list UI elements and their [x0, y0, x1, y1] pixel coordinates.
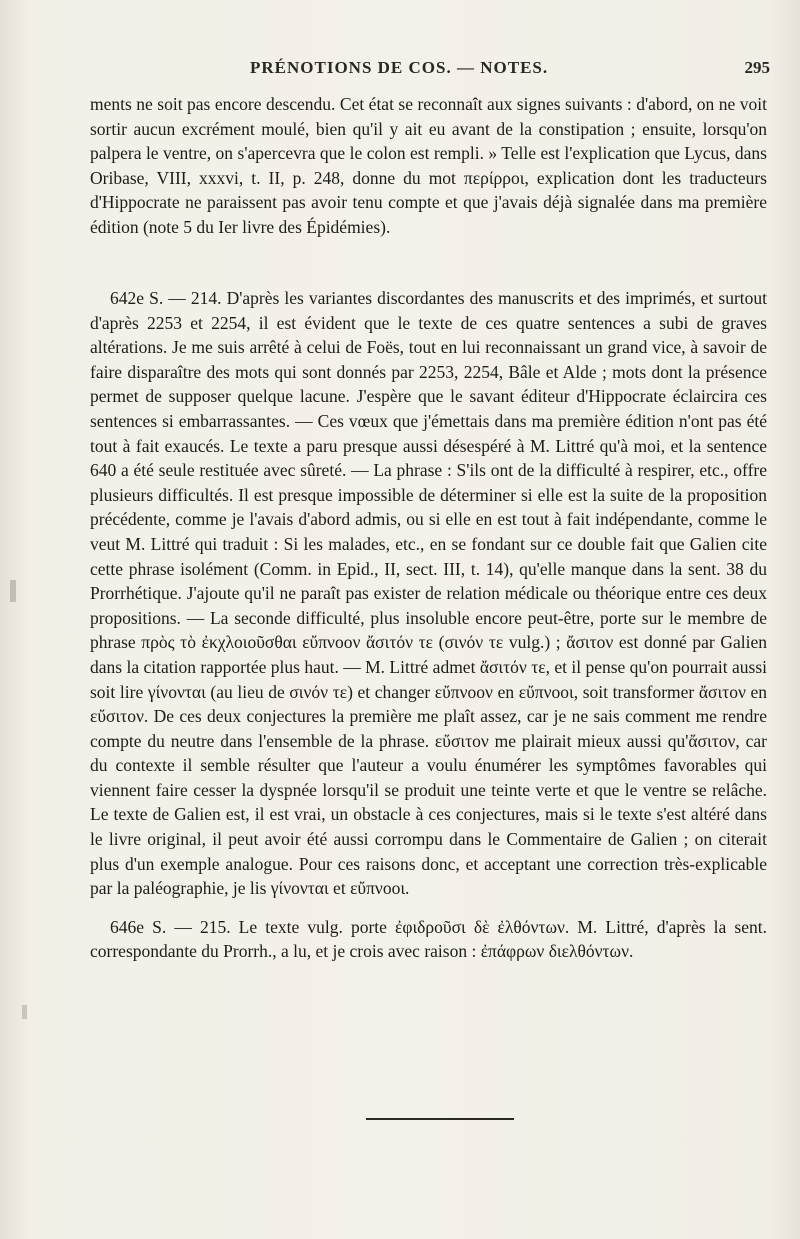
page-number: 295 — [744, 58, 770, 77]
end-rule — [366, 1118, 514, 1120]
paragraph-note-642: 642e S. — 214. D'après les variantes discordantes des manuscrits et des imprimés, et surtout d'après 2253 et 2254, il est évident que le texte de ces quatre sentences a subi de graves altérations. Je me suis arrêté à celui de Foës, tout en lui reconnaissant un grand vice, à savoir de faire disparaître des mots qui sont donnés par 2253, 2254, Bâle et Alde ; mots dont la présence permet de supposer quelque lacune. J'espère que le savant éditeur d'Hippocrate éclaircira ces sentences si embarrassantes. — Ces vœux que j'émettais dans ma première édition n'ont pas été tout à fait exaucés. Le texte a paru presque aussi désespéré à M. Littré qu'à moi, et la sentence 640 a été seule restituée avec sûreté. — La phrase : S'ils ont de la difficulté à respirer, etc., offre plusieurs difficultés. Il est presque impossible de déterminer si elle est la suite de la proposition précédente, comme je l'avais d'abord admis, ou si elle en est tout à fait indépendante, comme le veut M. Littré qui traduit : Si les malades, etc., en se fondant sur ce double fait que Galien cite cette phrase isolément (Comm. in Epid., II, sect. III, t. 14), qu'elle manque dans la sent. 38 du Prorrhétique. J'ajoute qu'il ne paraît pas exister de relation médicale ou théorique entre ces deux propositions. — La seconde difficulté, plus insoluble encore peut-être, porte sur le membre de phrase πρὸς τὸ ἐκχλοιοῦσθαι εὔπνοον ἄσιτόν τε (σινόν τε vulg.) ; ἄσιτον est donné par Galien dans la citation rapportée plus haut. — M. Littré admet ἄσιτόν τε, et il pense qu'on pourrait aussi soit lire γίνονται (au lieu de σινόν τε) et changer εὔπνοον en εὔπνοοι, soit transformer ἄσιτον en εὔσιτον. De ces deux conjectures la première me plaît assez, car je ne sais comment me rendre compte du neutre dans l'ensemble de la phrase. εὔσιτον me plairait mieux aussi qu'ἄσιτον, car du contexte il semble résulter que l'auteur a voulu énumérer les symptômes favorables qui viennent faire cesser la dyspnée lorsqu'il se produit une teinte verte et que le ventre se relâche. Le texte de Galien est, il est vrai, un obstacle à ces conjectures, mais si le texte s'est altéré dans le livre original, il peut avoir été aussi corrompu dans le Commentaire de Galien ; on citerait plus d'un exemple analogue. Pour ces raisons donc, et acceptant une correction très-explicable par la paléographie, je lis γίνονται et εὔπνοοι. — [90, 288, 767, 899]
paragraph-continuation: ments ne soit pas encore descendu. Cet état se reconnaît aux signes suivants : d'abord, on ne voit sortir aucun excrément moulé, bien qu'il y ait eu avant de la constipation ; ensuite, lorsqu'on palpera le ventre, on s'apercevra que le colon est rempli. » Telle est l'explication que Lycus, dans Oribase, VIII, xxxvi, t. II, p. 248, donne du mot περίρροι, explication dont les traducteurs d'Hippocrate ne paraissent pas avoir tenu compte et que j'avais déjà signalée dans ma première édition (note 5 du Ier livre des Épidémies). — [90, 94, 767, 237]
running-title: PRÉNOTIONS DE COS. — NOTES. — [250, 58, 549, 77]
page-body — [90, 92, 767, 964]
paragraph-note-646: 646e S. — 215. Le texte vulg. porte ἐφιδροῦσι δὲ ἐλθόντων. M. Littré, d'après la sent. correspondante du Prorrh., a lu, et je crois avec raison : ἐπάφρων διελθόντων. — [90, 916, 767, 962]
page-stain — [22, 1005, 27, 1019]
running-header — [90, 56, 770, 86]
page-stain — [10, 580, 16, 602]
